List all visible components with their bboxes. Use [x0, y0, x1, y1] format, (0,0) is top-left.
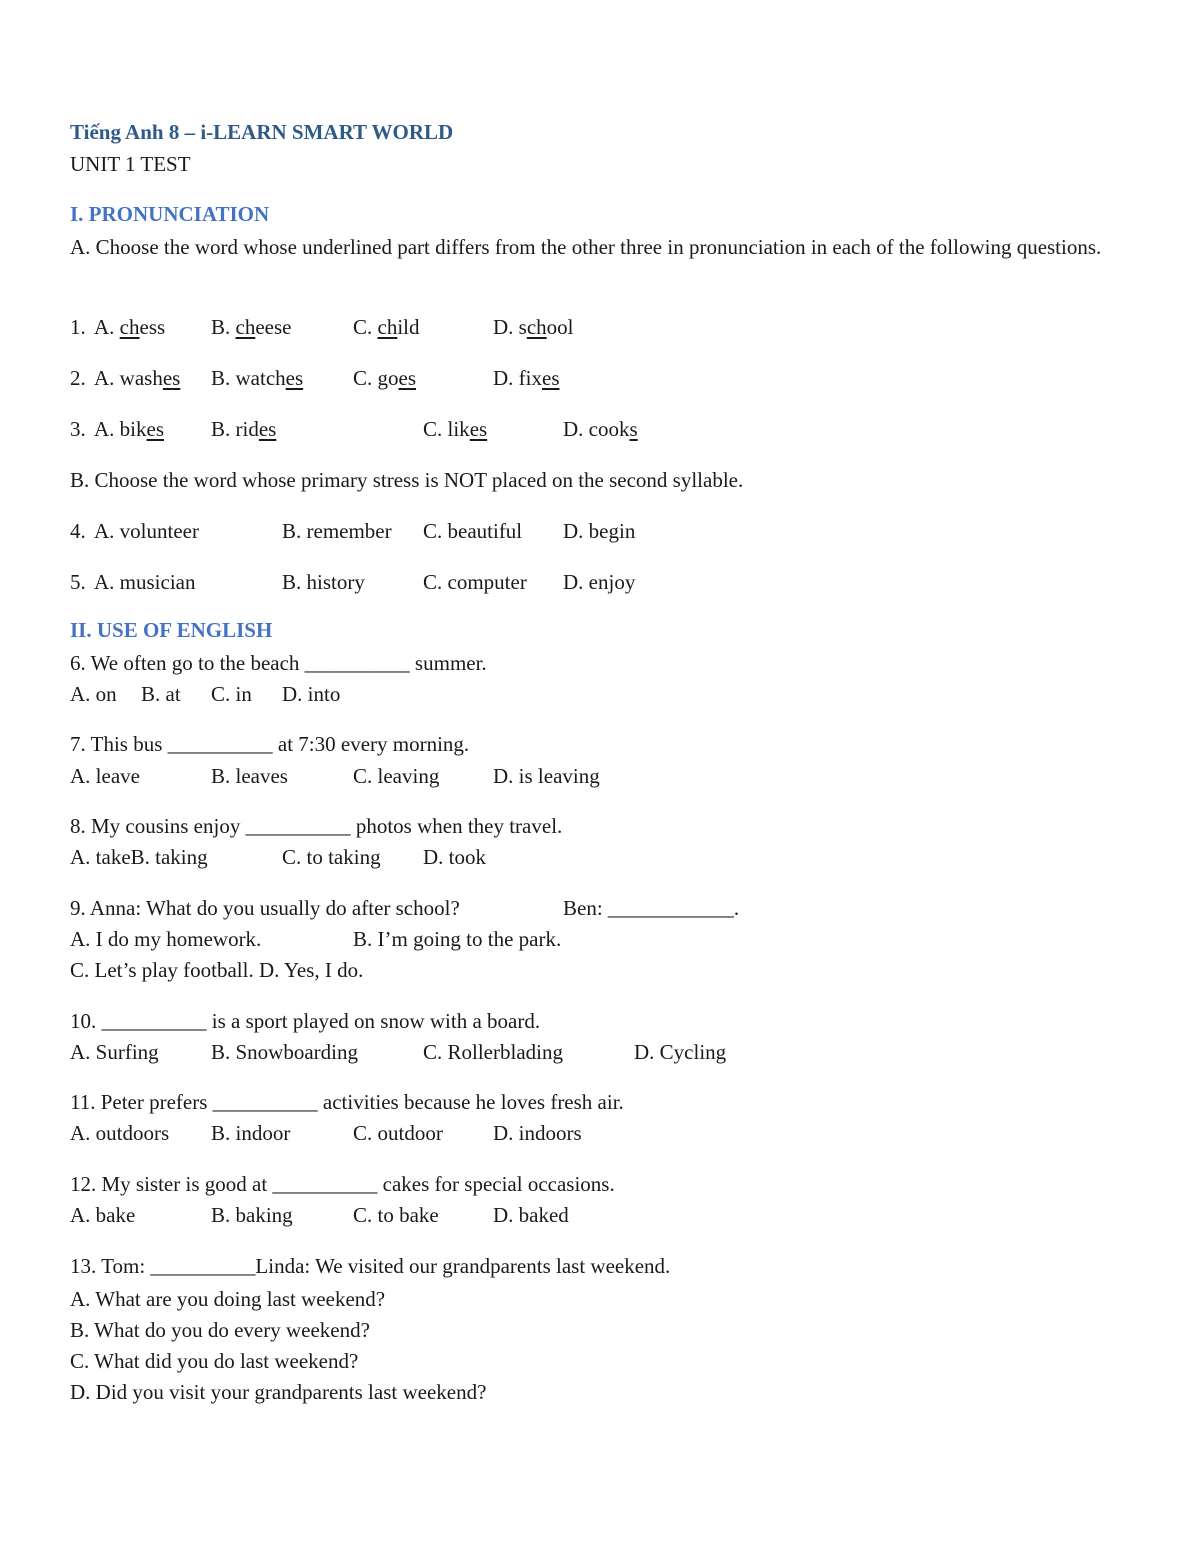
question-2	[0, 365, 1200, 391]
option-c: C. to taking	[282, 845, 381, 869]
option-d: D. Cycling	[634, 1040, 727, 1064]
option-c: C. likes	[423, 417, 488, 441]
option-a: A. musician	[94, 570, 196, 594]
question-9-ben: Ben: ____________.	[563, 896, 740, 920]
option-d: D. enjoy	[563, 570, 636, 594]
option-c: C. leaving	[353, 764, 440, 788]
option-a: A. washes	[94, 366, 181, 390]
option-a: A. volunteer	[94, 519, 199, 543]
option-a: A. Surfing	[70, 1040, 159, 1064]
option-b: B. at	[141, 682, 181, 706]
option-b: B. I’m going to the park.	[353, 927, 562, 951]
question-13-option-d: D. Did you visit your grandparents last weekend?	[70, 1380, 487, 1404]
question-12-stem: 12. My sister is good at __________ cakes for special occasions.	[70, 1172, 615, 1196]
question-3	[0, 416, 1200, 442]
question-10-stem: 10. __________ is a sport played on snow with a board.	[70, 1009, 541, 1033]
section-pronunciation-heading: I. PRONUNCIATION	[70, 202, 270, 226]
option-d: D. begin	[563, 519, 636, 543]
option-c: C. Rollerblading	[423, 1040, 563, 1064]
option-b: B. watches	[211, 366, 304, 390]
option-c: C. goes	[353, 366, 417, 390]
question-13-option-a: A. What are you doing last weekend?	[70, 1287, 386, 1311]
question-13-stem: 13. Tom: __________Linda: We visited our grandparents last weekend.	[70, 1254, 671, 1278]
option-a-b: A. takeB. taking	[70, 845, 208, 869]
question-11-options	[0, 1120, 1200, 1146]
question-6-stem: 6. We often go to the beach __________ summer.	[70, 651, 487, 675]
question-number: 3.	[70, 417, 86, 441]
option-a: A. outdoors	[70, 1121, 170, 1145]
question-number: 5.	[70, 570, 86, 594]
question-13-option-b: B. What do you do every weekend?	[70, 1318, 370, 1342]
option-a: A. I do my homework.	[70, 927, 262, 951]
question-4	[0, 518, 1200, 544]
option-a: A. bikes	[94, 417, 164, 441]
option-c: C. computer	[423, 570, 527, 594]
option-b: B. history	[282, 570, 365, 594]
option-a: A. on	[70, 682, 117, 706]
option-d: D. is leaving	[493, 764, 600, 788]
question-7-stem: 7. This bus __________ at 7:30 every morning.	[70, 732, 470, 756]
question-11-stem: 11. Peter prefers __________ activities because he loves fresh air.	[70, 1090, 624, 1114]
document-title: Tiếng Anh 8 – i-LEARN SMART WORLD	[70, 120, 454, 144]
option-d: D. fixes	[493, 366, 560, 390]
option-b: B. remember	[282, 519, 392, 543]
question-number: 4.	[70, 519, 86, 543]
option-c: C. child	[353, 315, 420, 339]
question-8-stem: 8. My cousins enjoy __________ photos when they travel.	[70, 814, 563, 838]
option-d: D. took	[423, 845, 486, 869]
question-number: 1.	[70, 315, 86, 339]
option-a: A. chess	[94, 315, 166, 339]
option-c: C. beautiful	[423, 519, 523, 543]
question-5	[0, 569, 1200, 595]
question-12-options	[0, 1202, 1200, 1228]
option-c: C. in	[211, 682, 252, 706]
question-9-stem	[0, 895, 1200, 921]
question-9-options-cd: C. Let’s play football. D. Yes, I do.	[70, 958, 364, 982]
pronunciation-part-a-instruction: A. Choose the word whose underlined part differs from the other three in pronunciation in each of the following questions.	[70, 235, 1102, 259]
question-1	[0, 314, 1200, 340]
option-d: D. indoors	[493, 1121, 582, 1145]
question-13-option-c: C. What did you do last weekend?	[70, 1349, 359, 1373]
option-d: D. cooks	[563, 417, 638, 441]
option-a: A. bake	[70, 1203, 136, 1227]
question-9-options-ab	[0, 926, 1200, 952]
question-6-options	[0, 681, 1200, 707]
question-8-options	[0, 844, 1200, 870]
option-d: D. into	[282, 682, 341, 706]
option-b: B. indoor	[211, 1121, 291, 1145]
option-b: B. cheese	[211, 315, 292, 339]
question-9-anna: 9. Anna: What do you usually do after school?	[70, 896, 460, 920]
option-b: B. Snowboarding	[211, 1040, 358, 1064]
option-b: B. rides	[211, 417, 277, 441]
option-b: B. leaves	[211, 764, 288, 788]
question-number: 2.	[70, 366, 86, 390]
pronunciation-part-b-instruction: B. Choose the word whose primary stress is NOT placed on the second syllable.	[70, 468, 744, 492]
unit-title: UNIT 1 TEST	[70, 152, 191, 176]
option-c: C. to bake	[353, 1203, 439, 1227]
option-c: C. outdoor	[353, 1121, 443, 1145]
option-a: A. leave	[70, 764, 140, 788]
question-7-options	[0, 763, 1200, 789]
option-d: D. baked	[493, 1203, 569, 1227]
section-use-of-english-heading: II. USE OF ENGLISH	[70, 618, 273, 642]
option-b: B. baking	[211, 1203, 293, 1227]
question-10-options	[0, 1039, 1200, 1065]
option-d: D. school	[493, 315, 574, 339]
